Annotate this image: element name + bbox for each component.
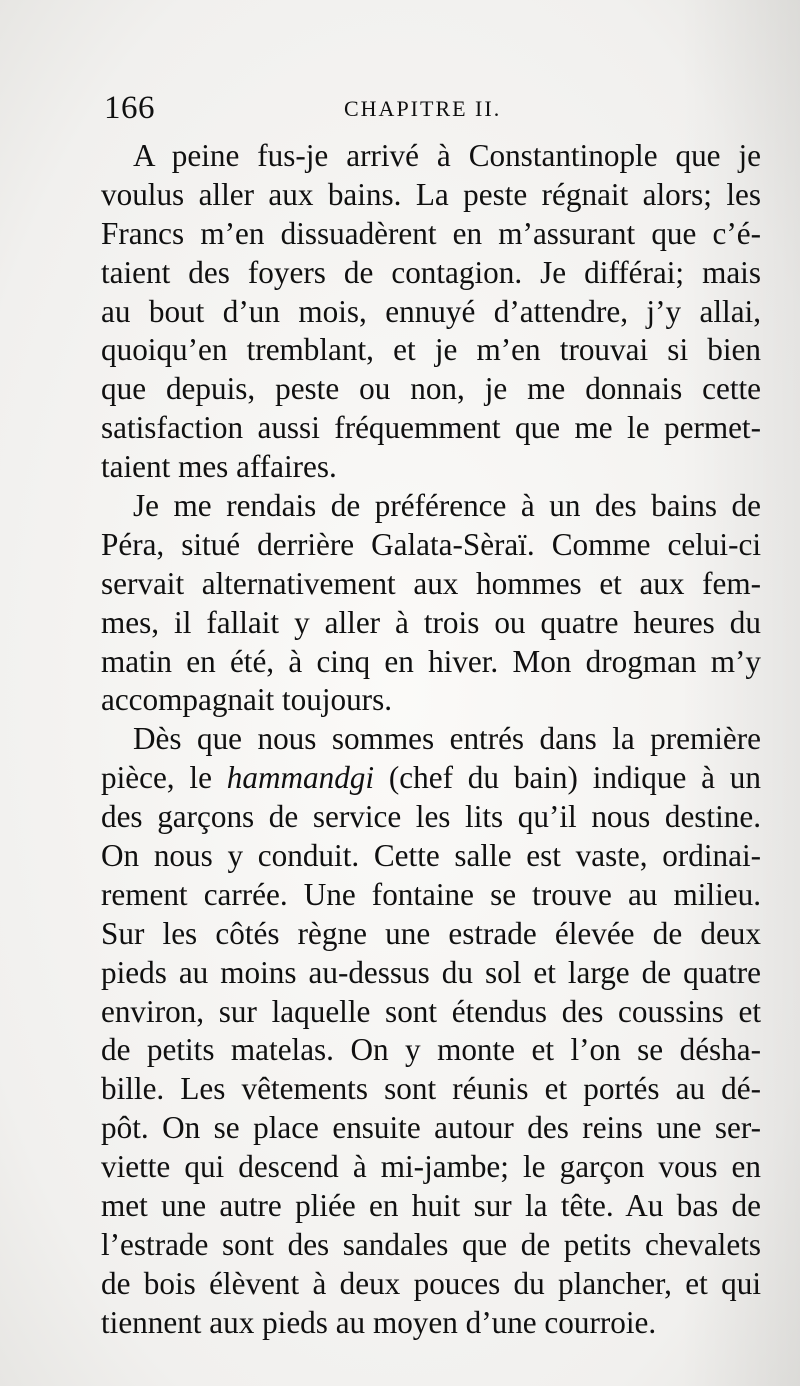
text-line: des garçons de service les lits qu’il nous destine. [101,799,761,835]
text-line: voulus aller aux bains. La peste régnait alors; les [101,176,761,212]
text-line: servait alternativement aux hommes et aux fem- [101,565,761,601]
text-line: accompagnait toujours. [101,682,392,718]
text-line: Francs m’en dissuadèrent en m’assurant que c’é- [101,215,761,251]
text-line: viette qui descend à mi-jambe; le garçon vous en [101,1149,761,1185]
text-line: de bois élèvent à deux pouces du plancher, et qui [101,1265,761,1301]
text-line-with-italic [101,759,761,798]
text-line: A peine fus-je arrivé à Constantinople que je [133,138,761,173]
text-line: Je me rendais de préférence à un des bains de [133,488,761,524]
text-segment: pièce, le [101,760,227,796]
text-line: tiennent aux pieds au moyen d’une courroie. [101,1304,657,1340]
text-line: au bout d’un mois, ennuyé d’attendre, j’y allai, [101,293,761,329]
text-line: taient mes affaires. [101,449,337,485]
text-line: pôt. On se place ensuite autour des reins une ser- [101,1110,761,1146]
text-line: Péra, situé derrière Galata-Sèraï. Comme celui-ci [101,526,761,562]
text-line: Sur les côtés règne une estrade élevée de deux [101,915,761,951]
text-line: de petits matelas. On y monte et l’on se désha- [101,1032,761,1068]
body-text [101,137,761,1343]
text-line: rement carrée. Une fontaine se trouve au milieu. [101,876,761,912]
page-number: 166 [104,90,155,126]
running-head: CHAPITRE II. [344,96,502,121]
text-segment: (chef du bain) indique à un [374,760,761,796]
text-line: l’estrade sont des sandales que de petits chevalets [101,1226,761,1262]
text-line: pieds au moins au-dessus du sol et large de quatre [101,954,761,990]
text-line: matin en été, à cinq en hiver. Mon drogman m’y [101,643,761,679]
italic-term: hammandgi [226,760,375,796]
text-line: mes, il fallait y aller à trois ou quatre heures du [101,604,761,640]
text-line: taient des foyers de contagion. Je différai; mais [101,254,761,290]
text-line: Dès que nous sommes entrés dans la première [133,721,761,757]
text-line: On nous y conduit. Cette salle est vaste, ordinai- [101,838,761,874]
page-header [104,88,764,128]
text-line: met une autre pliée en huit sur la tête. Au bas de [101,1188,761,1224]
text-line: bille. Les vêtements sont réunis et portés au dé- [101,1071,761,1107]
text-line: que depuis, peste ou non, je me donnais cette [101,371,761,407]
text-line: environ, sur laquelle sont étendus des coussins et [101,993,761,1029]
text-line: satisfaction aussi fréquemment que me le permet- [101,410,761,446]
text-line: quoiqu’en tremblant, et je m’en trouvai si bien [101,332,761,368]
